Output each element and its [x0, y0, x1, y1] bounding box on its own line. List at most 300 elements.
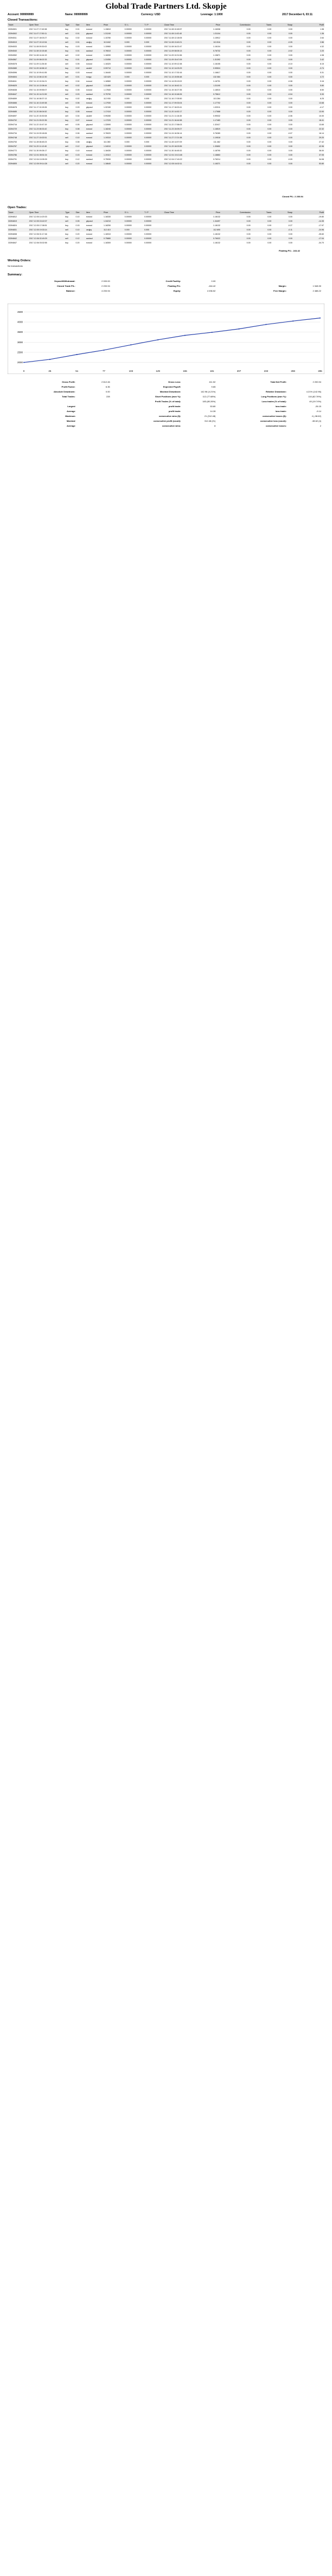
table-cell: 1.18330	[104, 216, 111, 218]
table-cell: 2.20	[293, 49, 324, 53]
table-cell: 1.18250	[104, 224, 111, 227]
table-row	[8, 144, 324, 149]
table-cell: 2017.12.06 01:17:46	[29, 233, 47, 235]
table-cell: 1.16791	[213, 80, 220, 82]
table-cell: 0.02	[75, 54, 80, 56]
table-cell: buy	[65, 150, 68, 152]
table-cell: eurusd	[86, 118, 103, 123]
table-cell: 33394638	[8, 89, 17, 91]
table-cell: 2017.11.13 10:34:21	[29, 80, 47, 82]
table-cell: sell	[65, 75, 75, 79]
table-cell	[164, 228, 200, 232]
table-cell: 0.00	[288, 124, 292, 126]
table-cell: 2017.11.21 16:44:58	[164, 118, 200, 123]
table-cell: 2017.11.14 18:42:11	[164, 83, 200, 88]
summary-label: Floating P/L:	[168, 285, 181, 287]
table-cell: 0.00	[246, 124, 251, 126]
table-cell: buy	[65, 132, 68, 134]
table-cell: eurusd	[86, 242, 92, 244]
table-cell: 112.690	[200, 228, 221, 232]
table-cell: 1.19018	[200, 136, 221, 140]
table-cell: 0.03	[75, 46, 80, 48]
table-cell: 33394819	[8, 219, 29, 223]
table-cell: 0.00000	[124, 92, 144, 96]
table-row	[8, 114, 324, 118]
table-cell: 0.00000	[144, 136, 164, 140]
table-cell: eurusd	[86, 72, 92, 74]
summary-label: Average	[67, 424, 75, 427]
summary-value: 4 200.94	[101, 289, 110, 292]
table-cell: sell	[65, 236, 75, 241]
summary-value: 53.80	[210, 405, 216, 408]
summary-label: Free Margin:	[273, 289, 287, 292]
table-cell: 2017.11.28 08:45:23	[29, 141, 47, 143]
table-cell: 0.00	[267, 158, 272, 160]
table-cell: 33394625	[8, 83, 29, 88]
summary-value: 1 548.30	[312, 285, 322, 287]
table-row	[8, 105, 324, 110]
table-cell: 1.15960	[104, 46, 111, 48]
summary-cell	[8, 423, 113, 428]
table-cell: 0.00	[221, 31, 251, 36]
table-cell: 0.00000	[144, 92, 164, 96]
table-cell: buy	[65, 57, 75, 62]
table-cell: 2017.11.24 16:36:14	[164, 132, 182, 134]
table-cell: 0.00	[251, 162, 272, 166]
table-cell: 112.930	[104, 98, 111, 100]
table-cell: 0.00	[251, 236, 272, 241]
table-cell: gbpusd	[86, 124, 93, 126]
summary-row	[8, 379, 324, 384]
table-cell: 1.16440	[104, 72, 111, 74]
summary-value: 2 612.46	[101, 381, 110, 383]
table-cell: 0.10	[75, 216, 80, 218]
table-cell: 2017.11.30 16:45:32	[164, 150, 182, 152]
table-cell: usdjpy	[86, 98, 92, 100]
table-cell: 33394786	[8, 153, 29, 157]
table-cell: 0.00	[221, 83, 251, 88]
table-cell: -0.06	[288, 115, 292, 117]
table-cell: 0.15	[75, 224, 80, 227]
table-cell: 0.000	[144, 141, 150, 143]
balance-chart	[8, 304, 324, 374]
table-cell: 0.00	[221, 118, 251, 123]
table-cell: 0.76732	[200, 49, 221, 53]
table-cell: 33394647	[8, 92, 29, 96]
table-cell: buy	[65, 98, 68, 100]
y-tick-label: 2500	[17, 351, 23, 354]
table-cell: 0.00	[251, 144, 272, 149]
table-cell: 0.00	[221, 162, 251, 166]
table-cell: 0.00	[251, 92, 272, 96]
table-cell: 33394812	[8, 216, 17, 218]
summary-label: consecutive wins:	[162, 424, 181, 427]
table-cell: -4.17	[319, 106, 324, 108]
table-cell: 0.00	[288, 54, 292, 56]
table-cell: buy	[65, 118, 75, 123]
table-cell: buy	[65, 72, 68, 74]
table-cell: 0.00	[267, 124, 272, 126]
summary-cell	[8, 284, 113, 288]
table-cell: eurusd	[86, 28, 92, 30]
column-header: Price	[200, 210, 221, 215]
summary-label: Long Positions (won %):	[261, 395, 287, 398]
table-cell: 0.00	[272, 110, 293, 114]
table-cell: 1.16104	[213, 46, 220, 48]
table-cell: 0.00	[272, 57, 293, 62]
table-cell: 2017.11.10 17:30:16	[164, 72, 182, 74]
summary-label	[219, 279, 289, 284]
table-cell: 1.17220	[103, 118, 124, 123]
table-cell: 16.14	[319, 132, 324, 134]
summary-value: 2 000.00	[101, 280, 110, 282]
table-cell: 2017.11.10 09:12:38	[164, 63, 182, 65]
table-cell: 1.18132	[213, 216, 220, 218]
table-cell: 2017.11.20 08:04:52	[29, 110, 65, 114]
table-row	[8, 66, 324, 70]
table-cell: 0.99524	[200, 66, 221, 70]
column-header: Commission	[221, 210, 251, 215]
table-cell: 33394805	[8, 162, 29, 166]
table-cell: usdchf	[86, 66, 103, 70]
table-cell: 0.00000	[144, 57, 164, 62]
x-tick-label: 25	[48, 370, 52, 372]
table-cell: 53.80	[293, 162, 324, 166]
table-cell: 33394697	[8, 115, 17, 117]
table-cell: 0.00	[246, 72, 251, 74]
table-cell: 0.01	[75, 40, 86, 44]
table-cell: 42.96	[293, 144, 324, 149]
summary-value: 14.28	[210, 410, 216, 413]
table-cell: buy	[65, 242, 68, 244]
open-header-row	[8, 210, 324, 215]
closed-pl-value: 2 200.94	[295, 195, 303, 198]
table-cell: 0.75612	[200, 92, 221, 96]
table-cell: 0.00000	[144, 37, 152, 39]
summary-value	[78, 418, 113, 423]
table-cell: 0.00	[267, 224, 272, 227]
summary-value	[78, 399, 113, 404]
table-cell: eurusd	[86, 150, 92, 152]
open-trades-heading: Open Trades:	[8, 206, 27, 209]
table-row	[8, 101, 324, 105]
table-cell: 0.20	[75, 233, 80, 235]
table-cell: 0.03	[75, 72, 80, 74]
table-cell: 113.284	[213, 98, 220, 100]
table-cell: 1.18310	[104, 233, 111, 235]
table-cell: -3.74	[293, 66, 324, 70]
table-cell: 0.00000	[124, 242, 132, 244]
summary-row	[8, 279, 324, 284]
table-cell: sell	[65, 54, 68, 56]
summary-value	[78, 404, 113, 409]
table-cell: 1.18863	[200, 153, 221, 157]
table-cell: 0.00000	[144, 46, 152, 48]
table-cell: 2017.12.05 15:42:07	[29, 219, 65, 223]
table-cell: 3.42	[293, 57, 324, 62]
summary-cell	[113, 404, 219, 409]
table-cell: eurusd	[86, 153, 103, 157]
table-cell: 0.75880	[103, 236, 124, 241]
table-cell: 33394831	[8, 228, 29, 232]
summary-cell	[113, 379, 219, 384]
summary-value	[289, 279, 324, 284]
table-cell: 1.18430	[104, 150, 111, 152]
table-cell: 33394842	[8, 236, 29, 241]
table-cell: 0.00	[221, 75, 251, 79]
summary-value: 0.00	[105, 390, 110, 393]
table-row	[8, 215, 324, 219]
column-header: S / L	[124, 210, 144, 215]
balance-point	[49, 359, 50, 360]
table-cell: 1.18132	[213, 233, 220, 235]
working-orders-heading: Working Orders:	[8, 259, 31, 262]
summary-row	[8, 389, 324, 394]
summary-cell	[113, 384, 219, 389]
table-cell: 1.36	[293, 31, 324, 36]
table-cell: 33394540	[8, 49, 29, 53]
table-cell: 0.00000	[124, 89, 132, 91]
table-cell: usdjpy	[86, 40, 103, 44]
summary-label: Maximum	[65, 415, 75, 417]
table-cell: 1.16320	[104, 63, 111, 65]
table-cell: 0.00	[288, 72, 292, 74]
summary-value: 6.35	[105, 385, 110, 388]
table-cell: 2017.11.17 09:33:04	[164, 101, 200, 105]
table-cell: 1.16090	[104, 54, 111, 56]
table-cell: 0.00	[288, 89, 292, 91]
table-cell: eurusd	[86, 63, 92, 65]
table-cell: 1.18371	[200, 162, 221, 166]
table-cell: eurusd	[86, 216, 92, 218]
table-cell: 1.34010	[103, 144, 124, 149]
table-cell: 37.05	[293, 153, 324, 157]
table-cell: sell	[65, 219, 75, 223]
open-trades-table	[8, 210, 324, 245]
table-cell: 0.00000	[124, 49, 144, 53]
table-cell: 33394734	[8, 132, 17, 134]
table-cell: 1.17688	[200, 110, 221, 114]
column-header: Ticket	[8, 23, 29, 27]
table-cell: 1.18132	[213, 242, 220, 244]
summary-row	[8, 404, 324, 409]
table-cell: 1.17930	[103, 101, 124, 105]
table-cell: 33394519	[8, 40, 29, 44]
table-cell: 2.64	[320, 37, 324, 39]
table-row	[8, 149, 324, 153]
table-cell: eurusd	[86, 46, 92, 48]
table-cell: 1.34210	[103, 219, 124, 223]
table-cell: 1.18519	[200, 127, 221, 131]
balance-point	[292, 320, 293, 321]
table-cell: 4.38	[320, 54, 324, 56]
table-row	[8, 79, 324, 83]
report-title: Global Trade Partners Ltd. Skopje	[105, 2, 227, 11]
column-header: Open Time	[29, 23, 65, 27]
table-cell: 0.00	[251, 57, 272, 62]
table-cell: 0.00	[272, 136, 293, 140]
table-cell: 0.76020	[104, 132, 111, 134]
table-cell: sell	[65, 144, 75, 149]
table-cell: 1.15780	[104, 37, 111, 39]
table-cell: 34.08	[319, 158, 324, 160]
table-cell: -0.07	[288, 132, 292, 134]
summary-label: Gross Loss:	[168, 381, 181, 383]
table-cell: 33394578	[8, 63, 17, 65]
floating-pl-total	[279, 249, 300, 252]
table-cell	[164, 215, 200, 219]
column-header: Commission	[221, 23, 251, 27]
summary-value: 183 (80.26%)	[202, 400, 216, 403]
table-cell: 1.34497	[200, 219, 221, 223]
table-cell: 0.12	[75, 236, 86, 241]
summary-value	[289, 384, 324, 389]
column-header: Close Time	[164, 23, 200, 27]
table-cell: 2017.11.23 15:09:27	[164, 127, 200, 131]
table-cell: 0.12	[75, 144, 86, 149]
table-cell: 0.01	[75, 57, 86, 62]
column-header: Item	[86, 23, 103, 27]
table-cell: 33394702	[8, 118, 29, 123]
table-cell: 1.17702	[200, 101, 221, 105]
table-cell: 4.32	[320, 46, 324, 48]
table-cell	[164, 232, 200, 236]
table-cell: 2017.11.14 12:08:44	[29, 83, 65, 88]
x-tick-label: 181	[210, 370, 214, 372]
table-cell: 0.00	[267, 216, 272, 218]
y-tick-label: 3500	[17, 331, 23, 334]
table-cell: gbpusd	[86, 57, 103, 62]
column-header: Size	[75, 210, 86, 215]
table-cell: 1.17840	[104, 89, 111, 91]
table-row	[8, 127, 324, 131]
summary-cell	[8, 384, 113, 389]
summary-value: -164.42	[208, 285, 216, 287]
table-cell: 0.00	[267, 115, 272, 117]
x-tick-label: 51	[75, 370, 79, 372]
table-cell: 2017.11.09 08:05:13	[164, 49, 200, 53]
table-cell: 0.00000	[124, 153, 144, 157]
report-date: 2017 December 6, 03:11	[282, 13, 313, 16]
table-cell: 29.20	[293, 136, 324, 140]
table-cell: -0.08	[288, 80, 292, 82]
table-cell: 0.00	[246, 242, 251, 244]
table-cell: 2017.12.04 17:40:22	[164, 158, 182, 160]
table-cell: 2017.11.16 10:48:26	[164, 92, 200, 96]
table-cell: 2017.12.06 02:49:29	[29, 236, 65, 241]
column-header: Profit	[293, 210, 324, 215]
table-cell: eurusd	[86, 54, 92, 56]
balance-point	[23, 362, 24, 363]
table-cell: 0.00	[267, 63, 272, 65]
table-cell: 112.410	[103, 228, 124, 232]
table-cell: 2017.11.09 16:58:12	[29, 66, 65, 70]
table-cell: 33394767	[8, 144, 29, 149]
table-cell: 0.00	[267, 233, 272, 235]
stats-block	[8, 379, 324, 428]
table-cell: 5.31	[320, 72, 324, 74]
table-cell: 0.00	[272, 101, 293, 105]
table-cell: 2017.11.23 08:33:42	[29, 127, 65, 131]
summary-label: Credit Facility:	[165, 280, 181, 282]
table-cell: 0.00000	[124, 162, 144, 166]
table-cell: 0.00000	[144, 150, 152, 152]
summary-label: Total Net Profit:	[270, 381, 287, 383]
summary-value	[78, 414, 113, 418]
table-cell: 2017.11.09 10:31:56	[164, 54, 182, 56]
table-cell: 0.00000	[124, 54, 132, 56]
table-cell: 0.00000	[144, 216, 152, 218]
table-row	[8, 83, 324, 88]
table-cell: audusd	[86, 236, 103, 241]
table-row	[8, 236, 324, 241]
table-cell: 13.90	[293, 110, 324, 114]
table-cell: 1.31190	[200, 83, 221, 88]
table-cell: buy	[65, 49, 75, 53]
table-cell	[164, 241, 200, 245]
table-cell: 0.00	[221, 127, 251, 131]
table-cell: 0.000	[144, 98, 150, 100]
table-cell: 0.00	[251, 75, 272, 79]
summary-label: loss trade:	[275, 405, 287, 408]
table-cell: 0.00	[251, 136, 272, 140]
table-cell: 33394838	[8, 233, 17, 235]
summary-label: Profit Factor:	[61, 385, 75, 388]
table-cell: 0.00000	[144, 158, 152, 160]
table-cell: 2017.11.07 18:03:27	[29, 37, 47, 39]
summary-value: 2 200.94	[101, 285, 110, 287]
table-cell: 132.620	[103, 75, 124, 79]
table-cell: 10.00	[319, 115, 324, 117]
summary-cell	[113, 414, 219, 418]
table-cell: 33394567	[8, 57, 29, 62]
table-cell: 2017.11.14 09:19:02	[164, 80, 182, 82]
summary-row	[8, 399, 324, 404]
table-cell: -0.10	[288, 63, 292, 65]
table-row	[8, 75, 324, 79]
table-cell: 0.00	[251, 66, 272, 70]
table-row	[8, 136, 324, 140]
table-row	[8, 241, 324, 245]
table-cell: 0.00	[272, 127, 293, 131]
table-cell: 1.31392	[200, 57, 221, 62]
summary-label: Expected Payoff:	[163, 385, 181, 388]
table-cell: eurusd	[86, 136, 103, 140]
table-cell: buy	[65, 66, 75, 70]
table-cell: 0.00	[246, 132, 251, 134]
y-tick-label: 3000	[17, 340, 23, 344]
table-cell: 0.00	[251, 219, 272, 223]
table-cell: 0.00	[267, 242, 272, 244]
table-cell: 33394685	[8, 110, 29, 114]
summary-value: 2	[320, 424, 322, 427]
table-cell: 1.32417	[213, 124, 220, 126]
closed-rows	[8, 27, 324, 166]
table-cell: eurusd	[86, 127, 103, 131]
table-cell: 0.00	[267, 28, 272, 30]
table-row	[8, 96, 324, 101]
summary-label: consecutive losses:	[265, 424, 287, 427]
table-cell: -0.05	[272, 40, 293, 44]
table-cell: 0.00000	[144, 118, 164, 123]
summary-label: consecutive wins ($):	[158, 415, 181, 417]
summary-label: Absolute Drawdown:	[53, 390, 75, 393]
table-cell: 4.72	[293, 75, 324, 79]
table-cell: buy	[65, 28, 68, 30]
table-cell: 0.00	[246, 216, 251, 218]
summary-row	[8, 284, 324, 288]
table-cell: 0.00000	[124, 144, 144, 149]
